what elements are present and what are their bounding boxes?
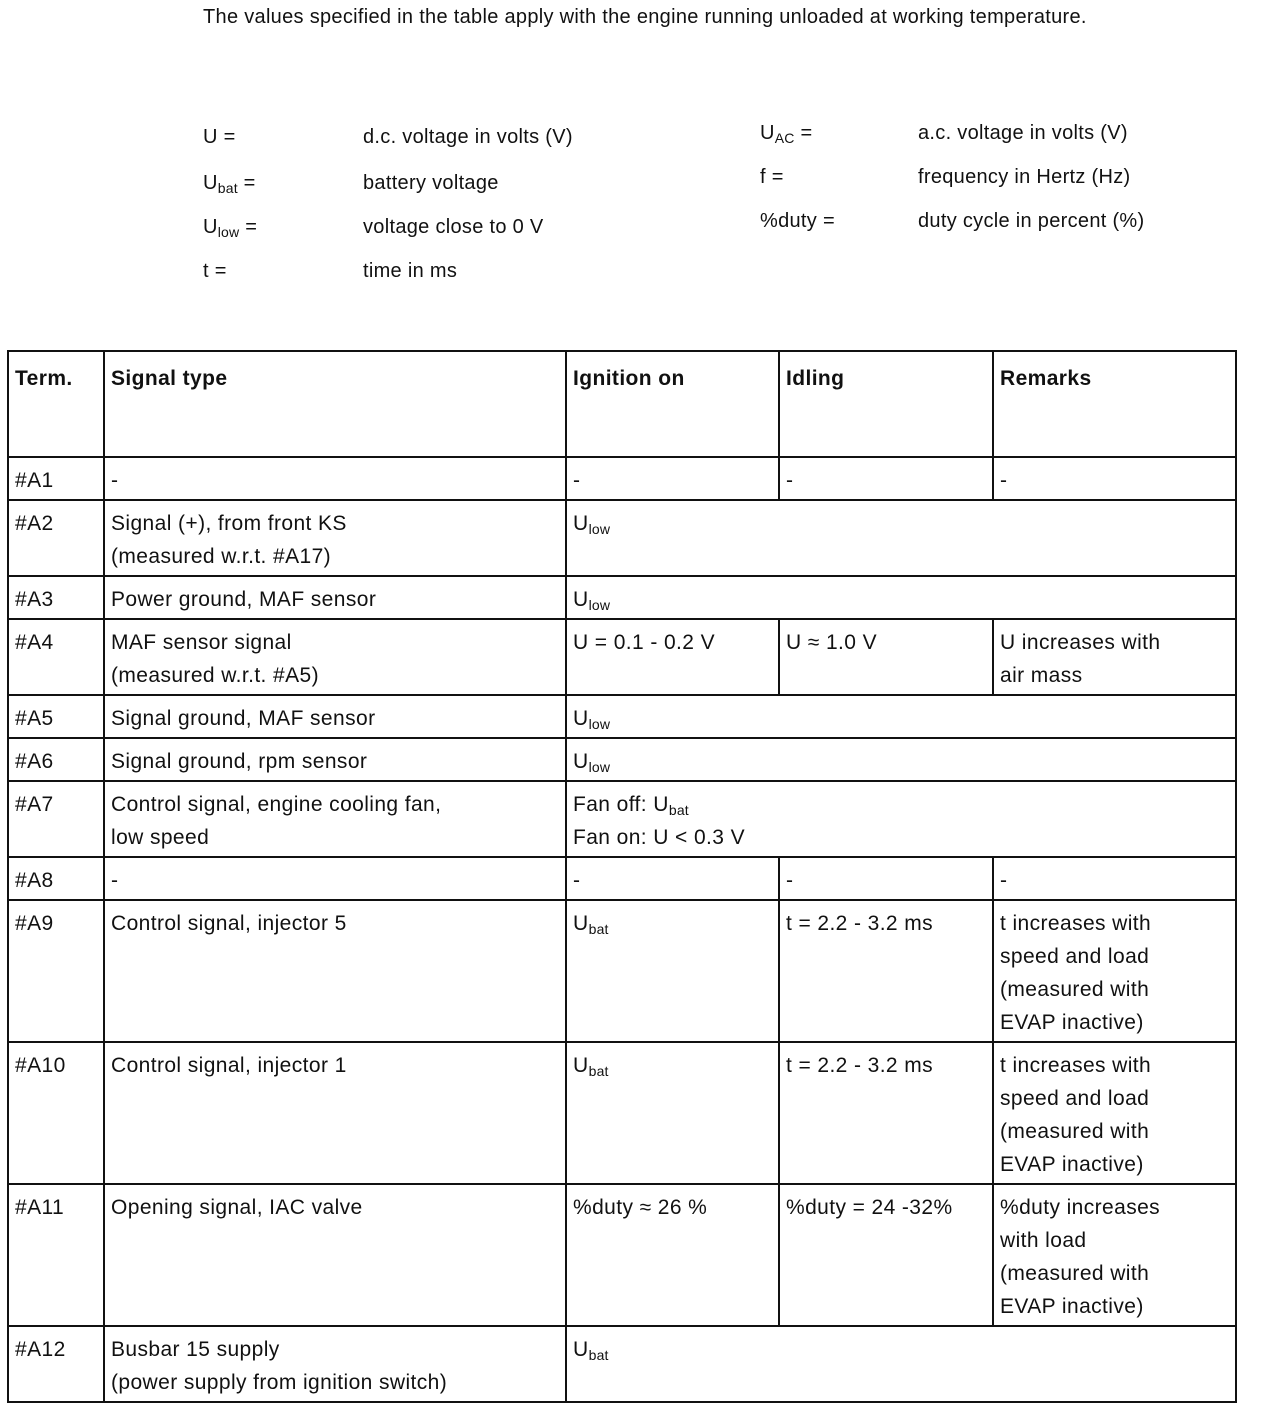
value-cell: $U_{low}$ [566,576,1236,619]
ignition-cell: $U_{bat}$ [566,1042,779,1184]
term-cell: #A2 [8,500,104,576]
table-row [8,1184,1236,1326]
term-cell: #A12 [8,1326,104,1402]
value-cell: $U_{low}$ [566,500,1236,576]
term-cell: #A7 [8,781,104,857]
signal-cell: Busbar 15 supply (power supply from ignition switch) [104,1326,566,1402]
table-row [8,781,1236,857]
term-cell: #A11 [8,1184,104,1326]
idling-cell: U ≈ 1.0 V [779,619,993,695]
idling-cell: t = 2.2 - 3.2 ms [779,900,993,1042]
signal-cell: - [104,457,566,500]
signal-cell: Opening signal, IAC valve [104,1184,566,1326]
signal-cell: - [104,857,566,900]
term-cell: #A8 [8,857,104,900]
signal-cell: Signal (+), from front KS (measured w.r.t. #A17) [104,500,566,576]
value-cell: $U_{low}$ [566,695,1236,738]
ignition-cell: U = 0.1 - 0.2 V [566,619,779,695]
table-row [8,1042,1236,1184]
value-cell: Fan off: $U_{bat}$ Fan on: U < 0.3 V [566,781,1236,857]
term-cell: #A10 [8,1042,104,1184]
header-ignition-on: Ignition on [566,351,779,457]
remarks-cell: t increases with speed and load (measured with EVAP inactive) [993,900,1236,1042]
term-cell: #A6 [8,738,104,781]
value-cell: $U_{low}$ [566,738,1236,781]
table-row [8,900,1236,1042]
table-header-row [8,351,1236,457]
definitions: U = d.c. voltage in volts (V) $U_{bat}$ = battery voltage $U_{low}$ = voltage close to 0 V t = time in ms $U_{AC}$ = a.c. voltage in volts (V) f = frequency in Hertz (Hz) %duty = duty cycle in percent (%) [203,122,1145,282]
remarks-cell: %duty increases with load (measured with EVAP inactive) [993,1184,1236,1326]
term-cell: #A4 [8,619,104,695]
remarks-cell: - [993,457,1236,500]
table-row [8,619,1236,695]
signal-cell: Power ground, MAF sensor [104,576,566,619]
signal-cell: Signal ground, MAF sensor [104,695,566,738]
value-cell: $U_{bat}$ [566,1326,1236,1402]
term-cell: #A9 [8,900,104,1042]
ignition-cell: %duty ≈ 26 % [566,1184,779,1326]
header-term: Term. [8,351,104,457]
header-remarks: Remarks [993,351,1236,457]
table-row [8,857,1236,900]
idling-cell: - [779,457,993,500]
remarks-cell: - [993,857,1236,900]
remarks-cell: U increases with air mass [993,619,1236,695]
signal-cell: Control signal, injector 5 [104,900,566,1042]
signal-cell: Signal ground, rpm sensor [104,738,566,781]
idling-cell: - [779,857,993,900]
signal-cell: Control signal, injector 1 [104,1042,566,1184]
table-row [8,457,1236,500]
table-row [8,500,1236,576]
header-idling: Idling [779,351,993,457]
signal-cell: Control signal, engine cooling fan, low speed [104,781,566,857]
term-cell: #A1 [8,457,104,500]
intro-text: The values specified in the table apply with the engine running unloaded at working temperature. [203,6,1087,28]
term-cell: #A3 [8,576,104,619]
table-row [8,1326,1236,1402]
ignition-cell: - [566,457,779,500]
ignition-cell: $U_{bat}$ [566,900,779,1042]
idling-cell: %duty = 24 -32% [779,1184,993,1326]
signal-cell: MAF sensor signal (measured w.r.t. #A5) [104,619,566,695]
ignition-cell: - [566,857,779,900]
term-cell: #A5 [8,695,104,738]
table-row [8,738,1236,781]
table-row [8,576,1236,619]
terminal-table [7,350,1237,1403]
header-signal-type: Signal type [104,351,566,457]
remarks-cell: t increases with speed and load (measured with EVAP inactive) [993,1042,1236,1184]
table-row [8,695,1236,738]
idling-cell: t = 2.2 - 3.2 ms [779,1042,993,1184]
